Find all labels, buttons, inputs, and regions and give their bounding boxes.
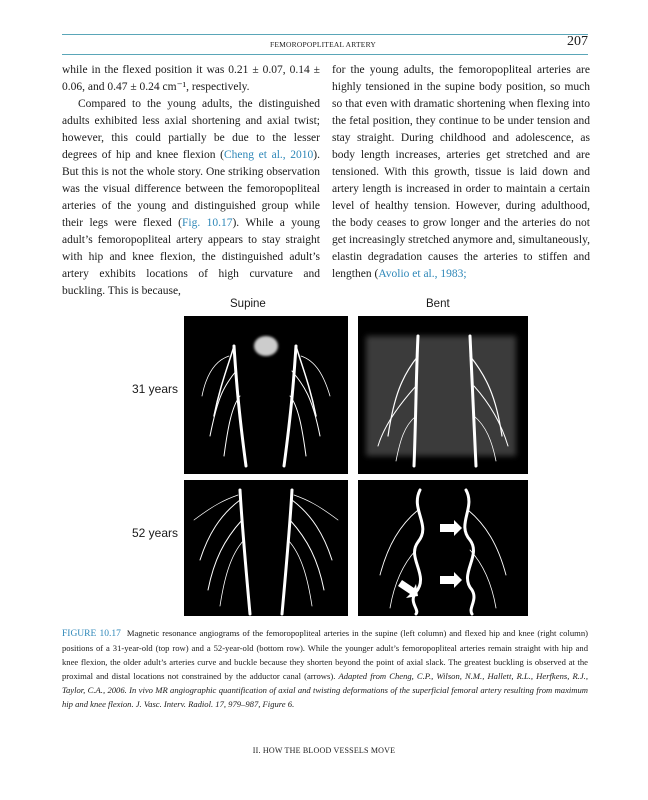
page-number: 207 [567,34,588,49]
p2-text-c: ). While a young adult’s femoropopliteal artery appears to stay straight with hip and knee flexion, the distinguished adult’s artery exhibits locations of high curvature and buckling. This is because, [62,217,321,297]
caption-text: Magnetic resonance angiograms of the femoropopliteal arteries in the supine (left column) and flexed hip and knee (right column) positions of a 31-year-old (top row) and a 52-year-old (bottom row). While the younger adult’s femoropopliteal arteries remain straight with hip and knee flexion, the older adult’s arteries curve and buckle because they shorten beyond the point of axial slack. The greatest buckling is observed at the proximal and distal locations not constrained by the adductor canal (arrows). [62,628,589,681]
column-label-bent: Bent [426,298,450,310]
citation-avolio-1983[interactable]: Avolio et al., 1983; [378,268,467,280]
angiogram-31-supine [184,316,348,474]
figure-caption [62,626,588,711]
p2-text-b: ). But this is not the whole story. One striking observation was the visual difference between the femoropopliteal arteries of the young and distinguished group while their legs were flexed ( [62,149,321,229]
right-paragraph [332,62,590,283]
angiogram-52-bent [358,480,528,616]
section-footer: II. HOW THE BLOOD VESSELS MOVE [252,746,396,755]
p2-text-a: Compared to the young adults, the distinguished adults exhibited less axial shortening and axial twist; however, this could partially be due to the lesser degrees of hip and knee flexion ( [62,98,320,161]
header-bottom-rule [62,54,588,55]
left-paragraph-2 [62,96,320,300]
citation-cheng-2010[interactable]: Cheng et al., 2010 [223,149,314,161]
column-label-supine: Supine [230,298,266,310]
running-title: FEMOROPOPLITEAL ARTERY [270,40,376,49]
angiogram-52-supine [184,480,348,616]
left-text-column [62,62,320,300]
figure-10-17 [120,298,590,618]
row-label-31-years: 31 years [132,382,179,396]
right-text-column [332,62,590,283]
left-paragraph-1: while in the flexed position it was 0.21 ± 0.07, 0.14 ± 0.06, and 0.47 ± 0.24 cm⁻¹, respectively. [62,64,320,93]
figure-label: FIGURE 10.17 [62,629,121,639]
caption-source: Adapted from Cheng, C.P., Wilson, N.M., Hallett, R.L., Herfkens, R.J., Taylor, C.A., 2006. In vivo MR angiographic quantification of axial and twisting deformations of the superficial femoral artery resulting from maximum hip and knee flexion. J. Vasc. Interv. Radiol. 17, 979–987, Figure 6. [62,671,588,709]
right-paragraph-text: for the young adults, the femoropopliteal arteries are highly tensioned in the supine body position, so much so that even with dramatic shortening when flexing into the fetal position, they continue to be under tension and stay straight. During childhood and adolescence, as body length increases, arteries get stretched and are tensioned. With this growth, tissue is laid down and artery length is increased in order to maintain a certain level of healthy tension. However, during adulthood, the body ceases to grow longer and the arteries do not get increasingly stretched anymore and, simultaneously, elastin degradation causes the arteries to stiffen and lengthen ( [332,64,590,280]
row-label-52-years: 52 years [132,526,179,540]
figure-reference-link[interactable]: Fig. 10.17 [181,217,233,229]
buckling-arrows [398,520,462,598]
header-top-rule [62,34,588,35]
angiogram-31-bent [358,316,528,474]
